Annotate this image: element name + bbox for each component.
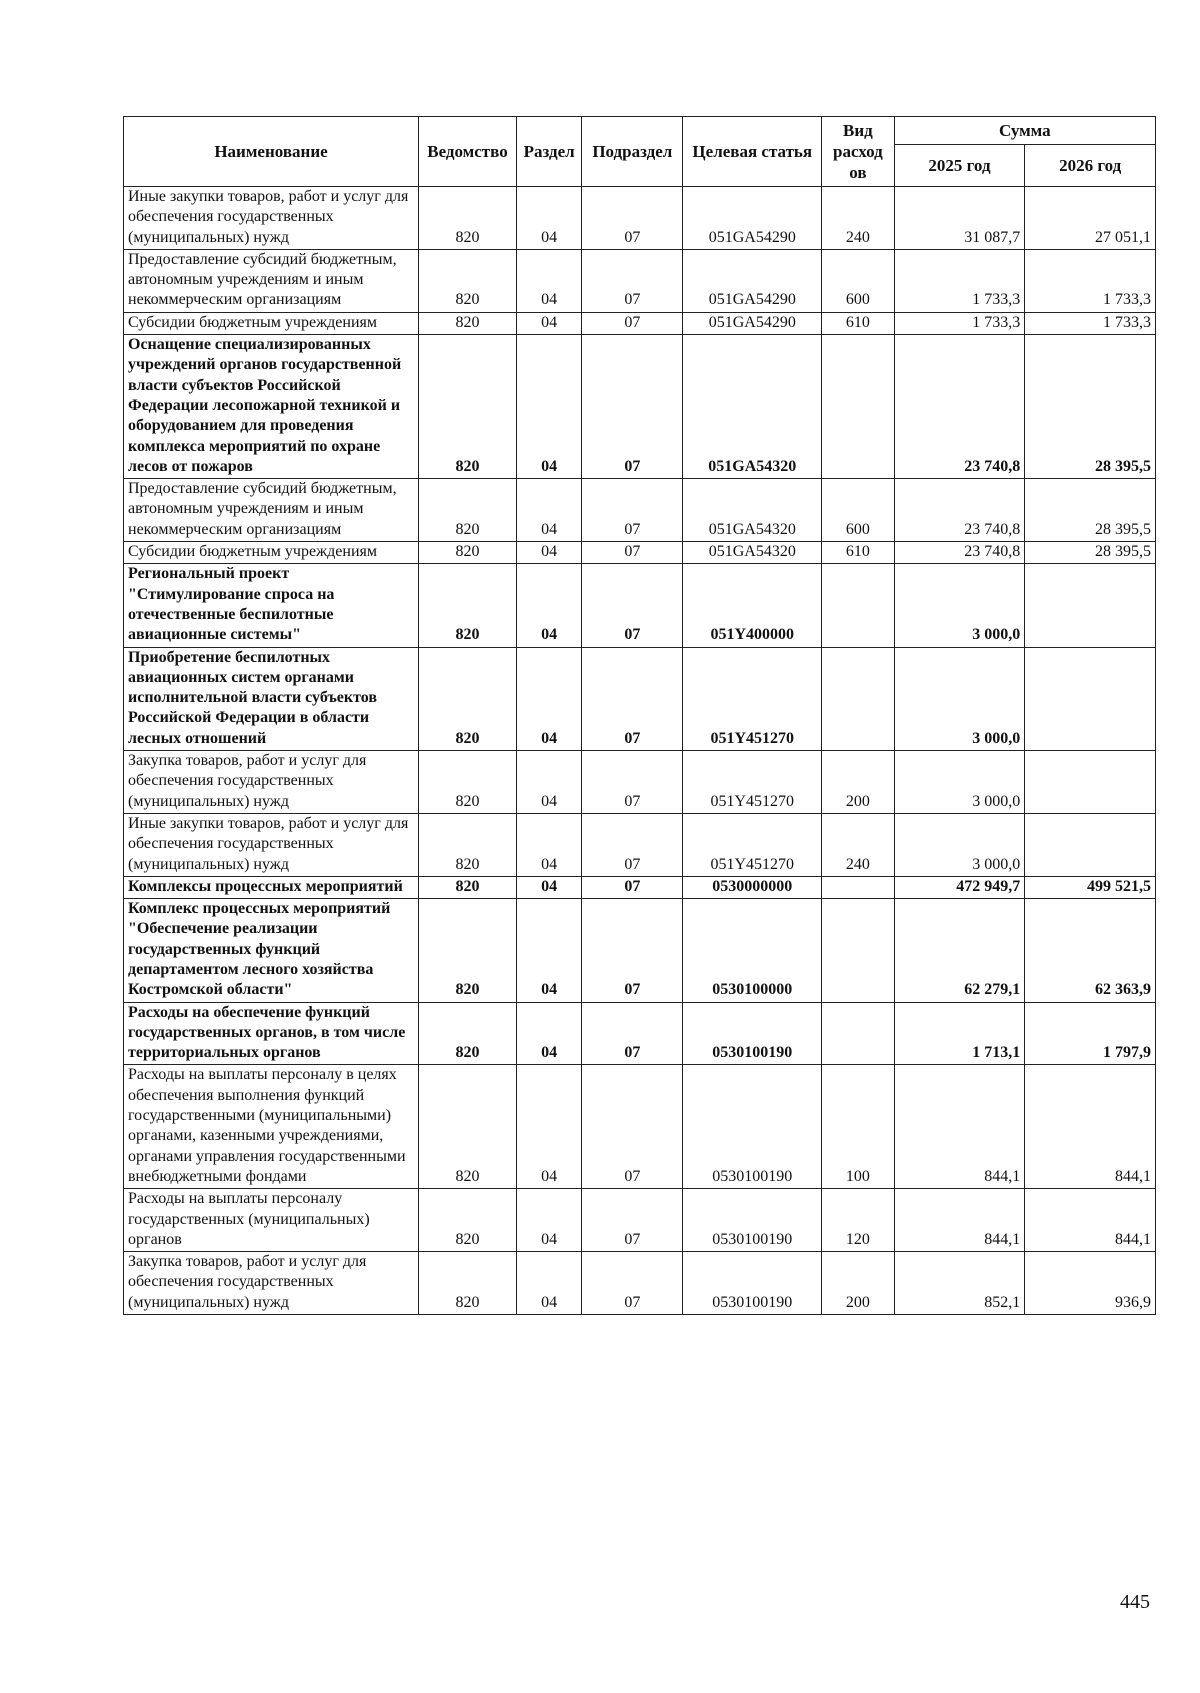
cell-sum-2026: 28 395,5	[1025, 335, 1156, 479]
cell-vid-rashodov: 240	[822, 813, 894, 876]
cell-razdel: 04	[516, 479, 581, 542]
cell-sum-2025: 3 000,0	[894, 751, 1025, 814]
cell-razdel: 04	[516, 335, 581, 479]
cell-celevaya-statya: 051GA54320	[683, 335, 822, 479]
cell-vedomstvo: 820	[419, 479, 517, 542]
cell-vid-rashodov: 200	[822, 751, 894, 814]
cell-vedomstvo: 820	[419, 335, 517, 479]
table-row	[124, 1065, 1156, 1189]
cell-vedomstvo: 820	[419, 899, 517, 1002]
cell-razdel: 04	[516, 1189, 581, 1252]
cell-podrazdel: 07	[582, 876, 683, 898]
cell-sum-2026	[1025, 647, 1156, 750]
cell-sum-2025: 62 279,1	[894, 899, 1025, 1002]
cell-name: Иные закупки товаров, работ и услуг для обеспечения государственных (муниципальных) нужд	[124, 813, 419, 876]
cell-sum-2026: 62 363,9	[1025, 899, 1156, 1002]
cell-podrazdel: 07	[582, 249, 683, 312]
cell-podrazdel: 07	[582, 1065, 683, 1189]
cell-vedomstvo: 820	[419, 1002, 517, 1065]
cell-vid-rashodov: 240	[822, 187, 894, 250]
cell-vid-rashodov: 600	[822, 249, 894, 312]
cell-vid-rashodov	[822, 564, 894, 647]
cell-vid-rashodov: 600	[822, 479, 894, 542]
cell-name: Региональный проект "Стимулирование спроса на отечественные беспилотные авиационные системы"	[124, 564, 419, 647]
cell-razdel: 04	[516, 751, 581, 814]
cell-celevaya-statya: 051Y451270	[683, 751, 822, 814]
cell-podrazdel: 07	[582, 187, 683, 250]
header-summa: Сумма	[894, 117, 1155, 145]
cell-razdel: 04	[516, 564, 581, 647]
cell-vid-rashodov	[822, 1002, 894, 1065]
cell-podrazdel: 07	[582, 542, 683, 564]
cell-vid-rashodov: 120	[822, 1189, 894, 1252]
table-row	[124, 542, 1156, 564]
cell-sum-2025: 844,1	[894, 1189, 1025, 1252]
cell-vedomstvo: 820	[419, 1189, 517, 1252]
cell-celevaya-statya: 051GA54320	[683, 542, 822, 564]
cell-vedomstvo: 820	[419, 249, 517, 312]
cell-vid-rashodov	[822, 899, 894, 1002]
cell-razdel: 04	[516, 876, 581, 898]
cell-name: Субсидии бюджетным учреждениям	[124, 312, 419, 334]
cell-vedomstvo: 820	[419, 564, 517, 647]
table-body	[124, 187, 1156, 1315]
cell-celevaya-statya: 0530100190	[683, 1189, 822, 1252]
table-row	[124, 1252, 1156, 1315]
cell-vedomstvo: 820	[419, 1065, 517, 1189]
cell-celevaya-statya: 0530100190	[683, 1065, 822, 1189]
cell-sum-2025: 31 087,7	[894, 187, 1025, 250]
cell-celevaya-statya: 051GA54290	[683, 187, 822, 250]
cell-sum-2025: 852,1	[894, 1252, 1025, 1315]
cell-name: Предоставление субсидий бюджетным, автономным учреждениям и иным некоммерческим организациям	[124, 249, 419, 312]
cell-sum-2026: 499 521,5	[1025, 876, 1156, 898]
cell-podrazdel: 07	[582, 647, 683, 750]
cell-podrazdel: 07	[582, 335, 683, 479]
cell-razdel: 04	[516, 647, 581, 750]
cell-name: Иные закупки товаров, работ и услуг для обеспечения государственных (муниципальных) нужд	[124, 187, 419, 250]
cell-sum-2025: 3 000,0	[894, 813, 1025, 876]
page-number: 445	[1120, 1591, 1150, 1613]
header-year-2026: 2026 год	[1025, 145, 1156, 187]
cell-podrazdel: 07	[582, 564, 683, 647]
table-row	[124, 1002, 1156, 1065]
cell-razdel: 04	[516, 249, 581, 312]
cell-razdel: 04	[516, 187, 581, 250]
cell-name: Оснащение специализированных учреждений органов государственной власти субъектов Российской Федерации лесопожарной техникой и оборудованием для проведения комплекса мероприятий по охране лесов от пожаров	[124, 335, 419, 479]
cell-vedomstvo: 820	[419, 312, 517, 334]
cell-razdel: 04	[516, 312, 581, 334]
cell-name: Закупка товаров, работ и услуг для обеспечения государственных (муниципальных) нужд	[124, 751, 419, 814]
cell-sum-2026: 28 395,5	[1025, 479, 1156, 542]
cell-name: Расходы на обеспечение функций государственных органов, в том числе территориальных органов	[124, 1002, 419, 1065]
cell-sum-2026: 28 395,5	[1025, 542, 1156, 564]
cell-celevaya-statya: 0530100190	[683, 1252, 822, 1315]
cell-name: Комплекс процессных мероприятий "Обеспечение реализации государственных функций департаментом лесного хозяйства Костромской области"	[124, 899, 419, 1002]
cell-vid-rashodov	[822, 876, 894, 898]
cell-razdel: 04	[516, 1002, 581, 1065]
header-podrazdel: Подраздел	[582, 117, 683, 187]
cell-podrazdel: 07	[582, 1189, 683, 1252]
cell-vedomstvo: 820	[419, 876, 517, 898]
budget-table	[123, 116, 1156, 1315]
cell-sum-2025: 472 949,7	[894, 876, 1025, 898]
header-razdel: Раздел	[516, 117, 581, 187]
cell-sum-2026: 27 051,1	[1025, 187, 1156, 250]
header-vedomstvo: Ведомство	[419, 117, 517, 187]
cell-vid-rashodov: 610	[822, 312, 894, 334]
table-row	[124, 479, 1156, 542]
header-celevaya-statya: Целевая статья	[683, 117, 822, 187]
cell-razdel: 04	[516, 1252, 581, 1315]
cell-vid-rashodov	[822, 335, 894, 479]
cell-podrazdel: 07	[582, 751, 683, 814]
cell-sum-2025: 3 000,0	[894, 564, 1025, 647]
cell-sum-2026	[1025, 751, 1156, 814]
table-row	[124, 335, 1156, 479]
cell-sum-2025: 3 000,0	[894, 647, 1025, 750]
cell-vedomstvo: 820	[419, 647, 517, 750]
table-row	[124, 876, 1156, 898]
table-row	[124, 187, 1156, 250]
table-row	[124, 751, 1156, 814]
cell-sum-2026: 1 733,3	[1025, 249, 1156, 312]
cell-name: Закупка товаров, работ и услуг для обеспечения государственных (муниципальных) нужд	[124, 1252, 419, 1315]
cell-celevaya-statya: 051Y400000	[683, 564, 822, 647]
cell-sum-2025: 23 740,8	[894, 479, 1025, 542]
cell-celevaya-statya: 0530100190	[683, 1002, 822, 1065]
cell-sum-2026	[1025, 564, 1156, 647]
cell-razdel: 04	[516, 899, 581, 1002]
cell-vedomstvo: 820	[419, 187, 517, 250]
cell-sum-2025: 1 733,3	[894, 249, 1025, 312]
cell-podrazdel: 07	[582, 813, 683, 876]
cell-sum-2025: 23 740,8	[894, 542, 1025, 564]
cell-name: Расходы на выплаты персоналу в целях обеспечения выполнения функций государственными (муниципальными) органами, казенными учреждениями, органами управления государственными внебюджетными фондами	[124, 1065, 419, 1189]
cell-name: Предоставление субсидий бюджетным, автономным учреждениям и иным некоммерческим организациям	[124, 479, 419, 542]
cell-podrazdel: 07	[582, 479, 683, 542]
table-row	[124, 564, 1156, 647]
table-row	[124, 647, 1156, 750]
header-year-2025: 2025 год	[894, 145, 1025, 187]
cell-celevaya-statya: 051GA54320	[683, 479, 822, 542]
cell-sum-2025: 1 713,1	[894, 1002, 1025, 1065]
cell-sum-2025: 23 740,8	[894, 335, 1025, 479]
cell-sum-2026: 1 733,3	[1025, 312, 1156, 334]
cell-sum-2026: 844,1	[1025, 1189, 1156, 1252]
cell-sum-2025: 1 733,3	[894, 312, 1025, 334]
cell-celevaya-statya: 051GA54290	[683, 312, 822, 334]
cell-vid-rashodov: 100	[822, 1065, 894, 1189]
table-row	[124, 813, 1156, 876]
cell-podrazdel: 07	[582, 1252, 683, 1315]
cell-celevaya-statya: 051Y451270	[683, 813, 822, 876]
cell-vedomstvo: 820	[419, 1252, 517, 1315]
cell-vid-rashodov: 610	[822, 542, 894, 564]
cell-sum-2026	[1025, 813, 1156, 876]
cell-razdel: 04	[516, 542, 581, 564]
cell-name: Комплексы процессных мероприятий	[124, 876, 419, 898]
cell-celevaya-statya: 0530100000	[683, 899, 822, 1002]
cell-celevaya-statya: 0530000000	[683, 876, 822, 898]
cell-vid-rashodov	[822, 647, 894, 750]
cell-razdel: 04	[516, 1065, 581, 1189]
cell-vid-rashodov: 200	[822, 1252, 894, 1315]
table-row	[124, 249, 1156, 312]
header-name: Наименование	[124, 117, 419, 187]
cell-vedomstvo: 820	[419, 542, 517, 564]
cell-sum-2025: 844,1	[894, 1065, 1025, 1189]
cell-name: Субсидии бюджетным учреждениям	[124, 542, 419, 564]
cell-celevaya-statya: 051GA54290	[683, 249, 822, 312]
cell-podrazdel: 07	[582, 1002, 683, 1065]
cell-vedomstvo: 820	[419, 813, 517, 876]
cell-name: Расходы на выплаты персоналу государственных (муниципальных) органов	[124, 1189, 419, 1252]
table-row	[124, 1189, 1156, 1252]
cell-razdel: 04	[516, 813, 581, 876]
cell-sum-2026: 936,9	[1025, 1252, 1156, 1315]
cell-podrazdel: 07	[582, 899, 683, 1002]
cell-podrazdel: 07	[582, 312, 683, 334]
cell-name: Приобретение беспилотных авиационных систем органами исполнительной власти субъектов Российской Федерации в области лесных отношений	[124, 647, 419, 750]
cell-celevaya-statya: 051Y451270	[683, 647, 822, 750]
cell-sum-2026: 1 797,9	[1025, 1002, 1156, 1065]
cell-vedomstvo: 820	[419, 751, 517, 814]
table-row	[124, 312, 1156, 334]
header-vid-rashodov: Вид расход ов	[822, 117, 894, 187]
cell-sum-2026: 844,1	[1025, 1065, 1156, 1189]
table-row	[124, 899, 1156, 1002]
